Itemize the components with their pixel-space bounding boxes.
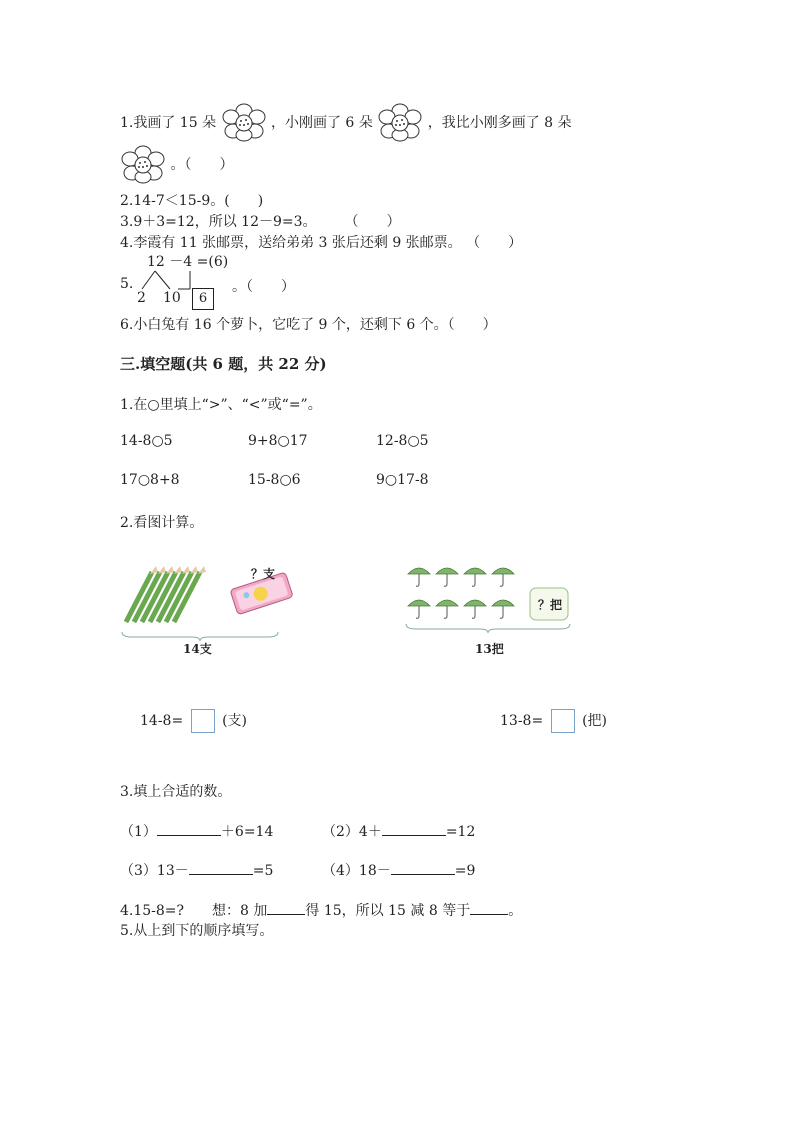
pencil-total: 14支 bbox=[183, 642, 212, 656]
judge-q5-equation: 12 －4 =(6) bbox=[147, 254, 229, 270]
fill-q3-d bbox=[322, 860, 475, 880]
judge-q2: 2.14-7＜15-9。( ) bbox=[120, 193, 264, 209]
fill-q3-c bbox=[120, 860, 273, 880]
pencil-answer-box[interactable] bbox=[191, 709, 215, 733]
fill-q3-d-label: （4）18－ bbox=[322, 863, 391, 879]
fill-q1-prompt: 1.在○里填上“>”、“<”或“=”。 bbox=[120, 397, 322, 413]
compare-item: 15-8○6 bbox=[248, 472, 301, 488]
flower-icon bbox=[120, 145, 166, 185]
judge-q1-line2 bbox=[120, 145, 233, 185]
fill-q3-a bbox=[120, 821, 273, 841]
flower-icon bbox=[221, 103, 267, 143]
fill-q2-prompt: 2.看图计算。 bbox=[120, 515, 204, 531]
fill-q4-text-2: 得 15，所以 15 减 8 等于 bbox=[305, 903, 471, 919]
umbrella-equation-left: 13-8= bbox=[500, 713, 544, 729]
judge-q4: 4.李霞有 11 张邮票，送给弟弟 3 张后还剩 9 张邮票。 （ ） bbox=[120, 235, 523, 251]
fill-q3-b-label: （2）4＋ bbox=[322, 824, 382, 840]
umbrella-question-tag: ？把 bbox=[538, 598, 563, 612]
compare-item: 14-8○5 bbox=[120, 433, 173, 449]
umbrella-equation-unit: (把) bbox=[582, 713, 608, 729]
flower-icon bbox=[377, 103, 423, 143]
judge-q1-text-4: 。（ ） bbox=[170, 157, 234, 173]
fill-q3-c-tail: =5 bbox=[252, 863, 274, 879]
pencil-equation-unit: (支) bbox=[222, 713, 248, 729]
judge-q1-text-3: ，我比小刚多画了 8 朵 bbox=[427, 115, 572, 131]
fill-q3-a-tail: ＋6=14 bbox=[220, 824, 274, 840]
umbrella-equation bbox=[500, 709, 607, 733]
compare-item: 12-8○5 bbox=[376, 433, 429, 449]
decomposition-lines bbox=[138, 268, 198, 292]
section3-title: 三.填空题(共 6 题，共 22 分) bbox=[120, 355, 327, 373]
judge-q5-mid-part: 10 bbox=[163, 290, 181, 306]
judge-q1-text-1: 1.我画了 15 朵 bbox=[120, 115, 217, 131]
compare-item: 17○8+8 bbox=[120, 472, 180, 488]
fill-q4 bbox=[120, 900, 522, 920]
judge-q3: 3.9＋3=12，所以 12－9=3。 （ ） bbox=[120, 214, 401, 230]
fill-q3-a-label: （1） bbox=[120, 824, 157, 840]
umbrella-brace bbox=[404, 622, 572, 634]
judge-q1-line1 bbox=[120, 103, 572, 143]
judge-q5-number: 5. bbox=[120, 276, 134, 292]
fill-q3-b-tail: =12 bbox=[445, 824, 476, 840]
fill-q5: 5.从上到下的顺序填写。 bbox=[120, 923, 274, 939]
blank-line[interactable] bbox=[382, 821, 446, 836]
fill-q4-text-1: 4.15-8=? 想：8 加 bbox=[120, 903, 268, 919]
pencil-question-tag: ？支 bbox=[251, 567, 276, 581]
umbrella-total: 13把 bbox=[475, 642, 504, 656]
blank-line[interactable] bbox=[157, 821, 221, 836]
fill-q3-d-tail: =9 bbox=[454, 863, 476, 879]
blank-line[interactable] bbox=[470, 900, 508, 915]
blank-line[interactable] bbox=[189, 860, 253, 875]
judge-q5-paren: 。（ ） bbox=[232, 279, 295, 295]
judge-q5-box: 6 bbox=[192, 288, 214, 310]
fill-q3-prompt: 3.填上合适的数。 bbox=[120, 784, 232, 800]
pencil-equation bbox=[140, 709, 247, 733]
blank-line[interactable] bbox=[267, 900, 305, 915]
fill-q4-text-3: 。 bbox=[508, 903, 523, 919]
blank-line[interactable] bbox=[391, 860, 455, 875]
compare-item: 9+8○17 bbox=[248, 433, 308, 449]
fill-q3-c-label: （3）13－ bbox=[120, 863, 189, 879]
judge-q5-left-part: 2 bbox=[137, 290, 146, 306]
judge-q6: 6.小白兔有 16 个萝卜，它吃了 9 个，还剩下 6 个。（ ） bbox=[120, 317, 497, 333]
fill-q3-b bbox=[322, 821, 475, 841]
judge-q1-text-2: ，小刚画了 6 朵 bbox=[270, 115, 373, 131]
umbrellas-illustration bbox=[404, 562, 574, 626]
compare-item: 9○17-8 bbox=[376, 472, 429, 488]
umbrella-answer-box[interactable] bbox=[551, 709, 575, 733]
pencil-equation-left: 14-8= bbox=[140, 713, 184, 729]
